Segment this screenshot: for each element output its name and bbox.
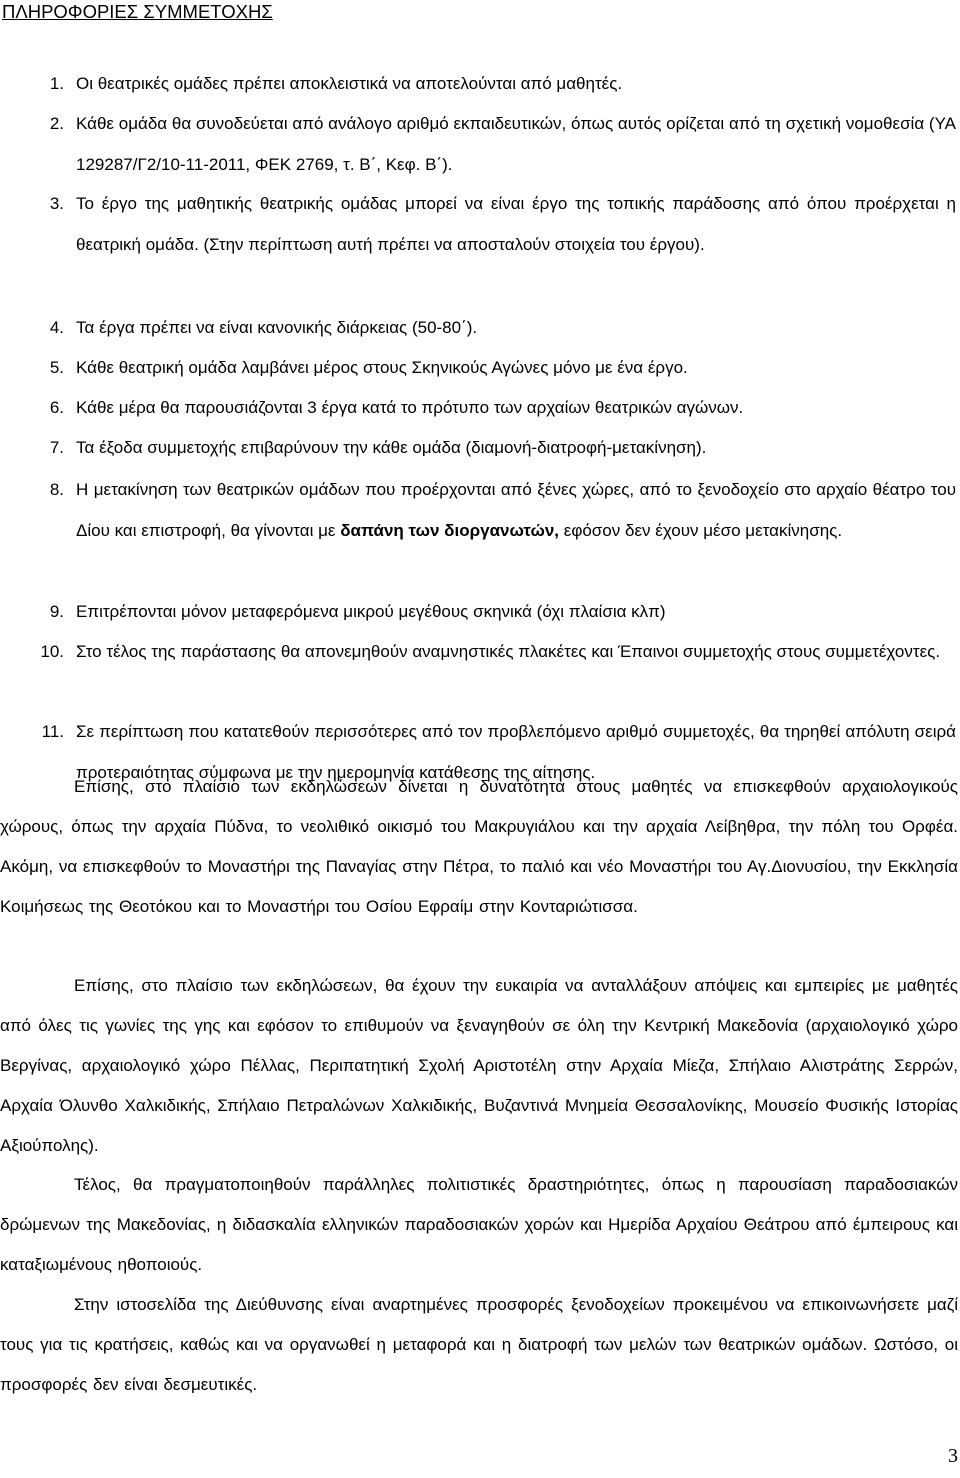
list-item-number: 9. bbox=[49, 602, 64, 621]
list-item-text: Επιτρέπονται μόνον μεταφερόμενα μικρού μεγέθους σκηνικά (όχι πλαίσια κλπ) bbox=[76, 602, 666, 621]
list-item-text: Οι θεατρικές ομάδες πρέπει αποκλειστικά να αποτελούνται από μαθητές. bbox=[76, 74, 623, 93]
list-item-text: Κάθε μέρα θα παρουσιάζονται 3 έργα κατά το πρότυπο των αρχαίων θεατρικών αγώνων. bbox=[76, 398, 744, 417]
paragraph: Στην ιστοσελίδα της Διεύθυνσης είναι αναρτημένες προσφορές ξενοδοχείων προκειμένου να επικοινωνήσετε μαζί τους για τις κρατήσεις, καθώς και να οργανωθεί η μεταφορά και η διατροφή των μελών των θεατρικών ομάδων. Ωστόσο, οι προσφορές δεν είναι δεσμευτικές. bbox=[0, 1295, 958, 1394]
paragraph: Επίσης, στο πλαίσιο των εκδηλώσεων δίνεται η δυνατότητα στους μαθητές να επισκεφθούν αρχαιολογικούς χώρους, όπως την αρχαία Πύδνα, το νεολιθικό οικισμό του Μακρυγιάλου και την αρχαία Λείβηθρα, την πόλη του Ορφέα. Ακόμη, να επισκεφθούν το Μοναστήρι της Παναγίας στην Πέτρα, το παλιό και νέο Μοναστήρι του Αγ.Διονυσίου, την Εκκλησία Κοιμήσεως της Θεοτόκου και το Μοναστήρι του Οσίου Εφραίμ στην Κονταριώτισσα. bbox=[0, 777, 958, 916]
list-item-number: 7. bbox=[49, 438, 64, 457]
list-item-text: Κάθε θεατρική ομάδα λαμβάνει μέρος στους Σκηνικούς Αγώνες μόνο με ένα έργο. bbox=[76, 358, 688, 377]
list-item-number: 10. bbox=[40, 642, 64, 661]
list-item-text: Κάθε ομάδα θα συνοδεύεται από ανάλογο αριθμό εκπαιδευτικών, όπως αυτός ορίζεται από τη σχετική νομοθεσία (ΥΑ 129287/Γ2/10-11-2011, ΦΕΚ 2769, τ. Β΄, Κεφ. Β΄). bbox=[76, 114, 956, 174]
list-item-text-start: Η μετακίνηση των θεατρικών ομάδων που προέρχονται από ξένες χώρες, από το ξενοδοχείο στο αρχαίο θέατρο του Δίου και επιστροφή, θα γίνονται με bbox=[76, 480, 956, 540]
list-item-text: Στο τέλος της παράστασης θα απονεμηθούν αναμνηστικές πλακέτες και Έπαινοι συμμετοχής στους συμμετέχοντες. bbox=[76, 642, 941, 661]
page-number: 3 bbox=[948, 1445, 958, 1467]
paragraph: Τέλος, θα πραγματοποιηθούν παράλληλες πολιτιστικές δραστηριότητες, όπως η παρουσίαση παραδοσιακών δρώμενων της Μακεδονίας, η διδασκαλία ελληνικών παραδοσιακών χορών και Ημερίδα Αρχαίου Θεάτρου από έμπειρους και καταξιωμένους ηθοποιούς. bbox=[0, 1175, 958, 1274]
list-item-number: 8. bbox=[49, 480, 64, 499]
list-item-text: Τα έργα πρέπει να είναι κανονικής διάρκειας (50-80΄). bbox=[76, 318, 478, 337]
list-item-number: 6. bbox=[49, 398, 64, 417]
list-item-number: 3. bbox=[49, 194, 64, 213]
list-item-text-end: εφόσον δεν έχουν μέσο μετακίνησης. bbox=[559, 520, 843, 540]
list-item-number: 2. bbox=[49, 114, 64, 133]
paragraph: Επίσης, στο πλαίσιο των εκδηλώσεων, θα έχουν την ευκαιρία να ανταλλάξουν απόψεις και εμπειρίες με μαθητές από όλες τις γωνίες της γης και εφόσον το επιθυμούν να ξεναγηθούν σε όλη την Κεντρική Μακεδονία (αρχαιολογικό χώρο Βεργίνας, αρχαιολογικό χώρο Πέλλας, Περιπατητική Σχολή Αριστοτέλη στην Αρχαία Μίεζα, Σπήλαιο Αλιστράτης Σερρών, Αρχαία Όλυνθο Χαλκιδικής, Σπήλαιο Πετραλώνων Χαλκιδικής, Βυζαντινά Μνημεία Θεσσαλονίκης, Μουσείο Φυσικής Ιστορίας Αξιούπολης). bbox=[0, 976, 958, 1155]
list-item-text bbox=[76, 470, 956, 551]
section-title: ΠΛΗΡΟΦΟΡΙΕΣ ΣΥΜΜΕΤΟΧΗΣ bbox=[2, 1, 273, 22]
list-item-number: 5. bbox=[49, 358, 64, 377]
list-item-text: Τα έξοδα συμμετοχής επιβαρύνουν την κάθε ομάδα (διαμονή-διατροφή-μετακίνηση). bbox=[76, 438, 707, 457]
list-item-text: Σε περίπτωση που κατατεθούν περισσότερες από τον προβλεπόμενο αριθμό συμμετοχές, θα τηρηθεί απόλυτη σειρά προτεραιότητας σύμφωνα με την ημερομηνία κατάθεσης της αίτησης. bbox=[76, 722, 956, 782]
list-item-number: 11. bbox=[41, 722, 64, 741]
list-item-number: 4. bbox=[49, 318, 64, 337]
list-item-text: Το έργο της μαθητικής θεατρικής ομάδας μπορεί να είναι έργο της τοπικής παράδοσης από όπου προέρχεται η θεατρική ομάδα. (Στην περίπτωση αυτή πρέπει να αποσταλούν στοιχεία του έργου). bbox=[76, 194, 956, 254]
list-item-number: 1. bbox=[49, 74, 64, 93]
bold-emphasis: δαπάνη των διοργανωτών, bbox=[340, 520, 560, 540]
